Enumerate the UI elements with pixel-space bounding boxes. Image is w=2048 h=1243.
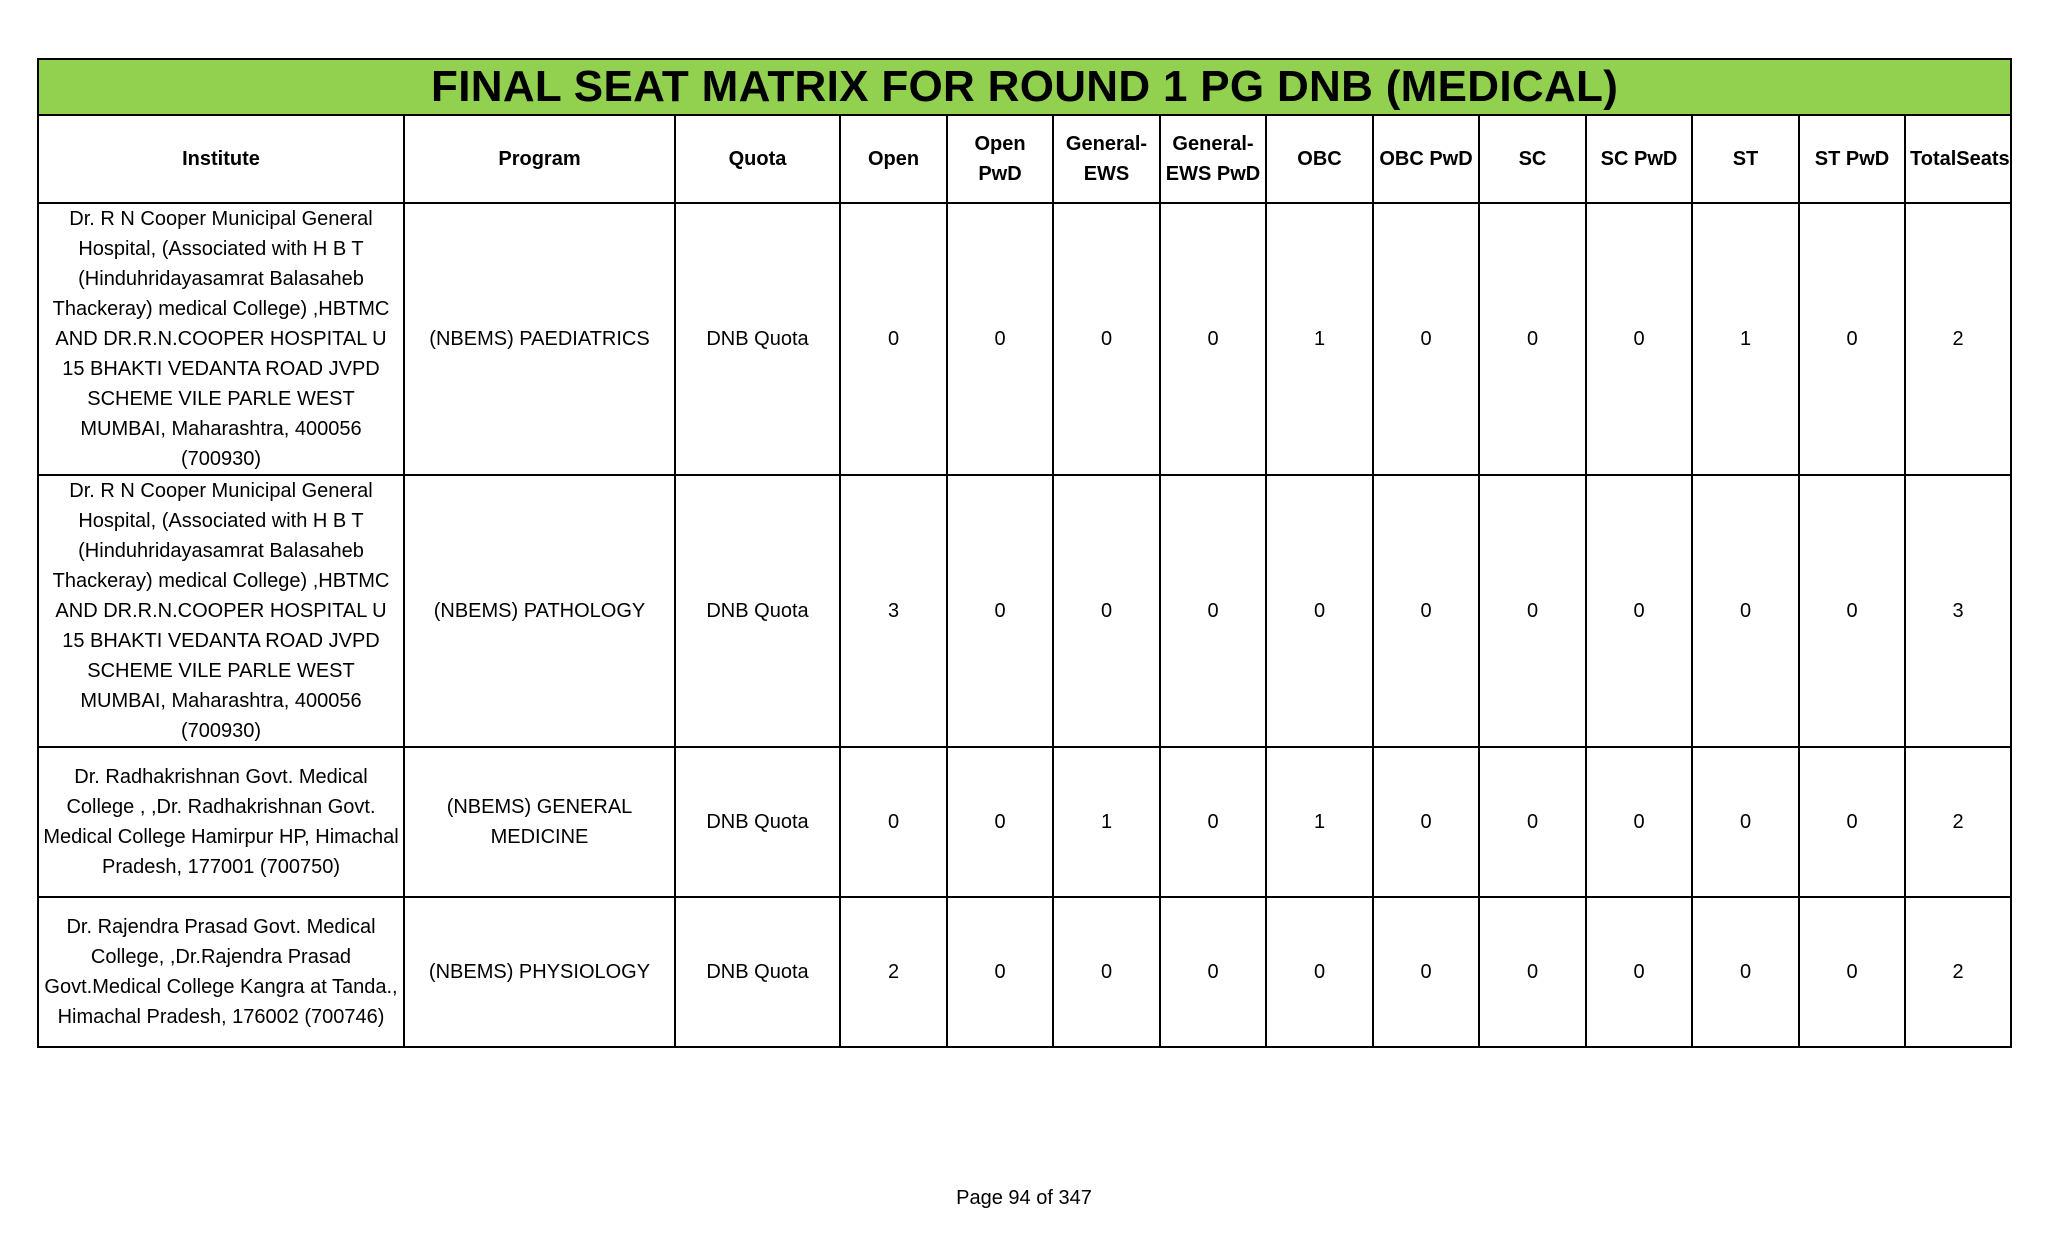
table-row xyxy=(38,475,2011,747)
cell-open-pwd: 0 xyxy=(947,475,1053,747)
cell-sc: 0 xyxy=(1479,747,1586,897)
cell-obc-pwd: 0 xyxy=(1373,747,1479,897)
cell-open: 0 xyxy=(840,203,947,475)
cell-general-ews: 0 xyxy=(1053,475,1160,747)
col-header-institute: Institute xyxy=(38,115,404,203)
cell-institute: Dr. R N Cooper Municipal General Hospital, (Associated with H B T (Hinduhridayasamrat Balasaheb Thackeray) medical College) ,HBTMC AND DR.R.N.COOPER HOSPITAL U 15 BHAKTI VEDANTA ROAD JVPD SCHEME VILE PARLE WEST MUMBAI, Maharashtra, 400056 (700930) xyxy=(38,203,404,475)
cell-obc: 1 xyxy=(1266,747,1373,897)
cell-open: 3 xyxy=(840,475,947,747)
cell-sc: 0 xyxy=(1479,203,1586,475)
seat-matrix xyxy=(37,58,2010,1048)
cell-general-ews-pwd: 0 xyxy=(1160,897,1266,1047)
col-header-st: ST xyxy=(1692,115,1799,203)
cell-st: 1 xyxy=(1692,203,1799,475)
cell-institute: Dr. R N Cooper Municipal General Hospital, (Associated with H B T (Hinduhridayasamrat Balasaheb Thackeray) medical College) ,HBTMC AND DR.R.N.COOPER HOSPITAL U 15 BHAKTI VEDANTA ROAD JVPD SCHEME VILE PARLE WEST MUMBAI, Maharashtra, 400056 (700930) xyxy=(38,475,404,747)
page-title: FINAL SEAT MATRIX FOR ROUND 1 PG DNB (MEDICAL) xyxy=(38,59,2011,115)
col-header-sc-pwd: SC PwD xyxy=(1586,115,1692,203)
cell-open: 2 xyxy=(840,897,947,1047)
cell-sc-pwd: 0 xyxy=(1586,897,1692,1047)
cell-quota: DNB Quota xyxy=(675,897,840,1047)
col-header-open-pwd: Open PwD xyxy=(947,115,1053,203)
cell-sc-pwd: 0 xyxy=(1586,747,1692,897)
cell-quota: DNB Quota xyxy=(675,475,840,747)
cell-quota: DNB Quota xyxy=(675,203,840,475)
cell-total-seats: 2 xyxy=(1905,203,2011,475)
cell-sc: 0 xyxy=(1479,897,1586,1047)
cell-obc: 0 xyxy=(1266,897,1373,1047)
cell-program: (NBEMS) PATHOLOGY xyxy=(404,475,675,747)
col-header-obc-pwd: OBC PwD xyxy=(1373,115,1479,203)
cell-sc: 0 xyxy=(1479,475,1586,747)
cell-obc-pwd: 0 xyxy=(1373,897,1479,1047)
table-row xyxy=(38,747,2011,897)
cell-general-ews-pwd: 0 xyxy=(1160,203,1266,475)
cell-institute: Dr. Radhakrishnan Govt. Medical College , ,Dr. Radhakrishnan Govt. Medical College Hamirpur HP, Himachal Pradesh, 177001 (700750) xyxy=(38,747,404,897)
col-header-sc: SC xyxy=(1479,115,1586,203)
table-row xyxy=(38,897,2011,1047)
cell-st-pwd: 0 xyxy=(1799,747,1905,897)
cell-open: 0 xyxy=(840,747,947,897)
cell-general-ews: 0 xyxy=(1053,897,1160,1047)
col-header-obc: OBC xyxy=(1266,115,1373,203)
cell-sc-pwd: 0 xyxy=(1586,203,1692,475)
col-header-general-ews-pwd: General-EWS PwD xyxy=(1160,115,1266,203)
cell-st-pwd: 0 xyxy=(1799,897,1905,1047)
col-header-program: Program xyxy=(404,115,675,203)
cell-obc-pwd: 0 xyxy=(1373,475,1479,747)
cell-total-seats: 2 xyxy=(1905,747,2011,897)
cell-st-pwd: 0 xyxy=(1799,475,1905,747)
cell-total-seats: 2 xyxy=(1905,897,2011,1047)
col-header-general-ews: General-EWS xyxy=(1053,115,1160,203)
seat-matrix-table xyxy=(37,58,2012,1048)
cell-obc: 0 xyxy=(1266,475,1373,747)
cell-program: (NBEMS) PAEDIATRICS xyxy=(404,203,675,475)
cell-open-pwd: 0 xyxy=(947,897,1053,1047)
cell-open-pwd: 0 xyxy=(947,747,1053,897)
page-number: Page 94 of 347 xyxy=(956,1187,1092,1209)
cell-program: (NBEMS) GENERAL MEDICINE xyxy=(404,747,675,897)
cell-obc: 1 xyxy=(1266,203,1373,475)
table-row xyxy=(38,203,2011,475)
cell-program: (NBEMS) PHYSIOLOGY xyxy=(404,897,675,1047)
table-header xyxy=(38,115,2011,203)
cell-st: 0 xyxy=(1692,747,1799,897)
cell-general-ews-pwd: 0 xyxy=(1160,747,1266,897)
col-header-quota: Quota xyxy=(675,115,840,203)
cell-open-pwd: 0 xyxy=(947,203,1053,475)
col-header-open: Open xyxy=(840,115,947,203)
cell-obc-pwd: 0 xyxy=(1373,203,1479,475)
cell-st: 0 xyxy=(1692,897,1799,1047)
cell-total-seats: 3 xyxy=(1905,475,2011,747)
cell-general-ews-pwd: 0 xyxy=(1160,475,1266,747)
cell-st: 0 xyxy=(1692,475,1799,747)
cell-sc-pwd: 0 xyxy=(1586,475,1692,747)
cell-general-ews: 1 xyxy=(1053,747,1160,897)
col-header-st-pwd: ST PwD xyxy=(1799,115,1905,203)
cell-st-pwd: 0 xyxy=(1799,203,1905,475)
cell-general-ews: 0 xyxy=(1053,203,1160,475)
col-header-total-seats: TotalSeats xyxy=(1905,115,2011,203)
cell-quota: DNB Quota xyxy=(675,747,840,897)
cell-institute: Dr. Rajendra Prasad Govt. Medical College, ,Dr.Rajendra Prasad Govt.Medical College Kangra at Tanda., Himachal Pradesh, 176002 (700746) xyxy=(38,897,404,1047)
